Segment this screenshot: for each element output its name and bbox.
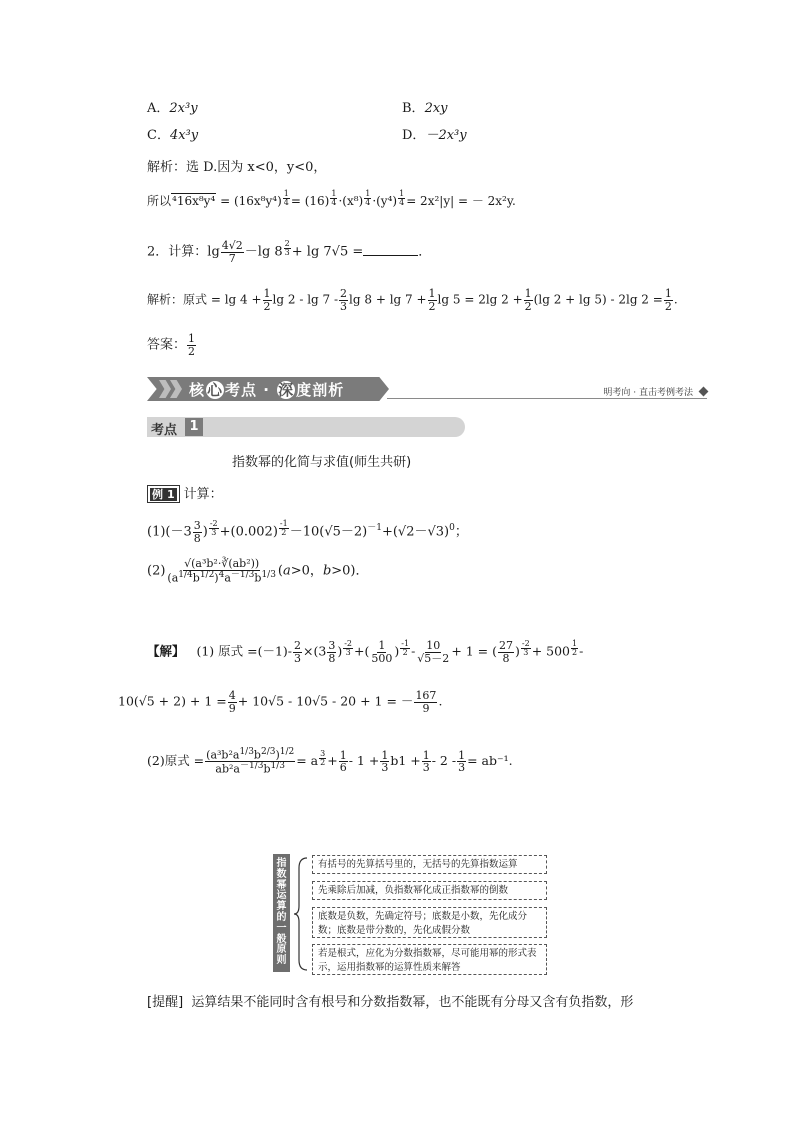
banner-title: 核 心 考点 · 深 度剖析 (189, 381, 345, 399)
answer-line: 答案： $\frac{1}{2}$ (147, 332, 196, 358)
section-banner (147, 377, 707, 401)
example-part-2: (2) $\frac{\text{√(a³b²·∛(ab²))}}{(a^{1/4}b^{1/2})^4a^{-1/3}b^{1/3}}$ (a>0，b>0)． (147, 557, 369, 585)
example-badge: 例 1 (147, 485, 180, 503)
kaodian-header: 考点 1 (147, 417, 465, 437)
solution-part-2: (2)原式 = $\frac{(a^3b^2a^{1/3}b^{2/3})^{1/2}}{ab^2a^{-1/3}b^{1/3}}$ = a $\frac{3}{2}$ + $\frac{1}{6}$ - 1 + $\frac{1}{3}$ b1 + $\frac{1}{3}$ - 2 - $\frac{1}{3}$ = ab⁻¹. (147, 747, 513, 776)
analysis-2: 解析：原式 = lg 4 + $\frac{1}{2}$ lg 2 - lg 7 - $\frac{2}{3}$ lg 8 + lg 7 + $\frac{1}{2}$ lg 5 = 2lg 2 + $\frac{1}{2}$ (lg 2 + lg 5) - 2lg 2 = $\frac{1}{2}$ . (147, 287, 678, 313)
rule-box: 底数是负数，先确定符号；底数是小数，先化成分数；底数是带分数的，先化成假分数 (312, 907, 547, 938)
rule-box: 有括号的先算括号里的，无括号的先算指数运算 (312, 855, 547, 874)
solution-part-1: 【解】 (1) 原式 =(－1)- $\frac{2}{3}$ ×(3 $\frac{3}{8}$ ) $\frac{-2}{3}$ +( $\frac{1}{500}$ ) $\frac{-1}{2}$ - $\frac{10}{√5-2}$ + 1 = ( $\frac{27}{8}$ ) $\frac{-2}{3}$ + 500 $\frac{1}{2}$ - (147, 639, 584, 665)
option-a: A．2x³y (147, 101, 198, 116)
option-d: D．－2x³y (402, 128, 467, 143)
tip-line: [提醒] 运算结果不能同时含有根号和分数指数幂，也不能既有分母又含有负指数，形 (147, 995, 634, 1010)
example-header: 例 1 计算： (147, 483, 223, 503)
example-part-1: (1)(－3 $\frac{3}{8}$ ) $\frac{-2}{3}$ +(0.002) $\frac{-1}{2}$ $-10(√5-2)^{-1}+(√2-√3)^0$； (147, 519, 468, 545)
question-2: 2．计算：lg $\frac{4√2}{7}$ －lg 8 $\frac{2}{3}$ + lg 7√5 = ． (147, 239, 432, 265)
analysis-1-line1: 解析：选 D.因为 x<0，y<0， (147, 160, 327, 175)
brace-icon (293, 856, 309, 972)
diamond-icon (699, 387, 709, 397)
option-b: B．2xy (402, 101, 448, 116)
option-c: C．4x³y (147, 128, 199, 143)
rule-box: 先乘除后加减，负指数幂化成正指数幂的倒数 (312, 881, 547, 900)
solution-part-1-cont: 10(√5 + 2) + 1 = $\frac{4}{9}$ + 10√5 - 10√5 - 20 + 1 = － $\frac{167}{9}$ . (118, 689, 443, 715)
rules-side-label: 指 数 幂 运 算 的 一 般 原 则 (273, 854, 290, 972)
radical-expression: ⁴16x⁸y⁴ (172, 194, 216, 208)
banner-subtitle: 明考向 · 直击考例考法 (603, 388, 693, 398)
kaodian-title: 指数幂的化简与求值(师生共研) (232, 455, 412, 470)
analysis-1-line2: 所以⁴16x⁸y⁴ = (16x⁸y⁴) $\frac{1}{4}$ = (16) $\frac{1}{4}$ ·(x⁸) $\frac{1}{4}$ ·(y⁴) $\frac{1}{4}$ = 2x²|y| = － 2x²y. (147, 189, 516, 208)
rule-box: 若是根式，应化为分数指数幂，尽可能用幂的形式表示，运用指数幂的运算性质来解答 (312, 944, 547, 975)
answer-blank (363, 243, 418, 256)
